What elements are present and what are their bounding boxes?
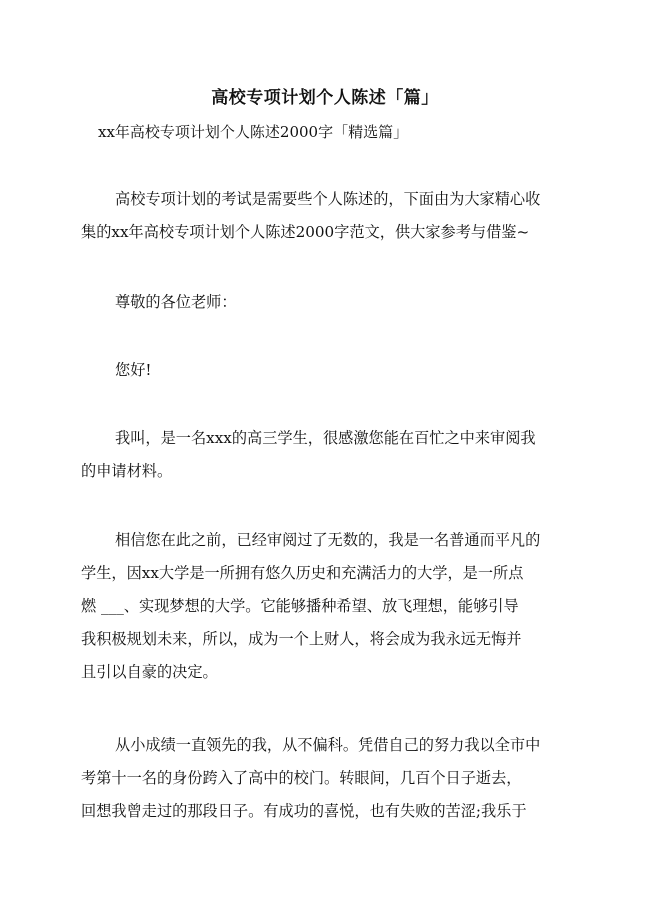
paragraph-line: 尊敬的各位老师： (115, 293, 237, 311)
paragraph-line: 集的xx年高校专项计划个人陈述2000字范文，供大家参考与借鉴~ (81, 223, 530, 241)
paragraph-line: 从小成绩一直领先的我，从不偏科。凭借自己的努力我以全市中 (115, 736, 541, 754)
paragraph-university (81, 524, 558, 689)
paragraph-intro (81, 183, 558, 249)
paragraph-line: 相信您在此之前，已经审阅过了无数的，我是一名普通而平凡的 (115, 531, 541, 549)
paragraph-line: 燃 ___、实现梦想的大学。它能够播种希望、放飞理想，能够引导 (81, 597, 519, 615)
paragraph-achievements (81, 729, 558, 828)
paragraph-line: 且引以自豪的决定。 (81, 663, 218, 681)
paragraph-line: 您好! (115, 361, 152, 379)
paragraph-greeting (98, 354, 558, 387)
paragraph-line: 学生，因xx大学是一所拥有悠久历史和充满活力的大学，是一所点 (81, 564, 524, 582)
paragraph-line: 的申请材料。 (81, 462, 173, 480)
paragraph-line: 我积极规划未来，所以，成为一个上财人，将会成为我永远无悔并 (81, 630, 522, 648)
paragraph-salutation (98, 286, 558, 319)
paragraph-line: 考第十一名的身份跨入了高中的校门。转眼间，几百个日子逝去， (81, 769, 522, 787)
document-title: 高校专项计划个人陈述「篇」 (211, 88, 439, 108)
paragraph-self-intro (81, 422, 558, 488)
paragraph-line: 高校专项计划的考试是需要些个人陈述的，下面由为大家精心收 (115, 190, 541, 208)
paragraph-line: 我叫，是一名xxx的高三学生，很感激您能在百忙之中来审阅我 (115, 429, 536, 447)
paragraph-line: 回想我曾走过的那段日子。有成功的喜悦，也有失败的苦涩;我乐于 (81, 802, 527, 820)
document-subtitle: xx年高校专项计划个人陈述2000字「精选篇」 (98, 123, 409, 141)
